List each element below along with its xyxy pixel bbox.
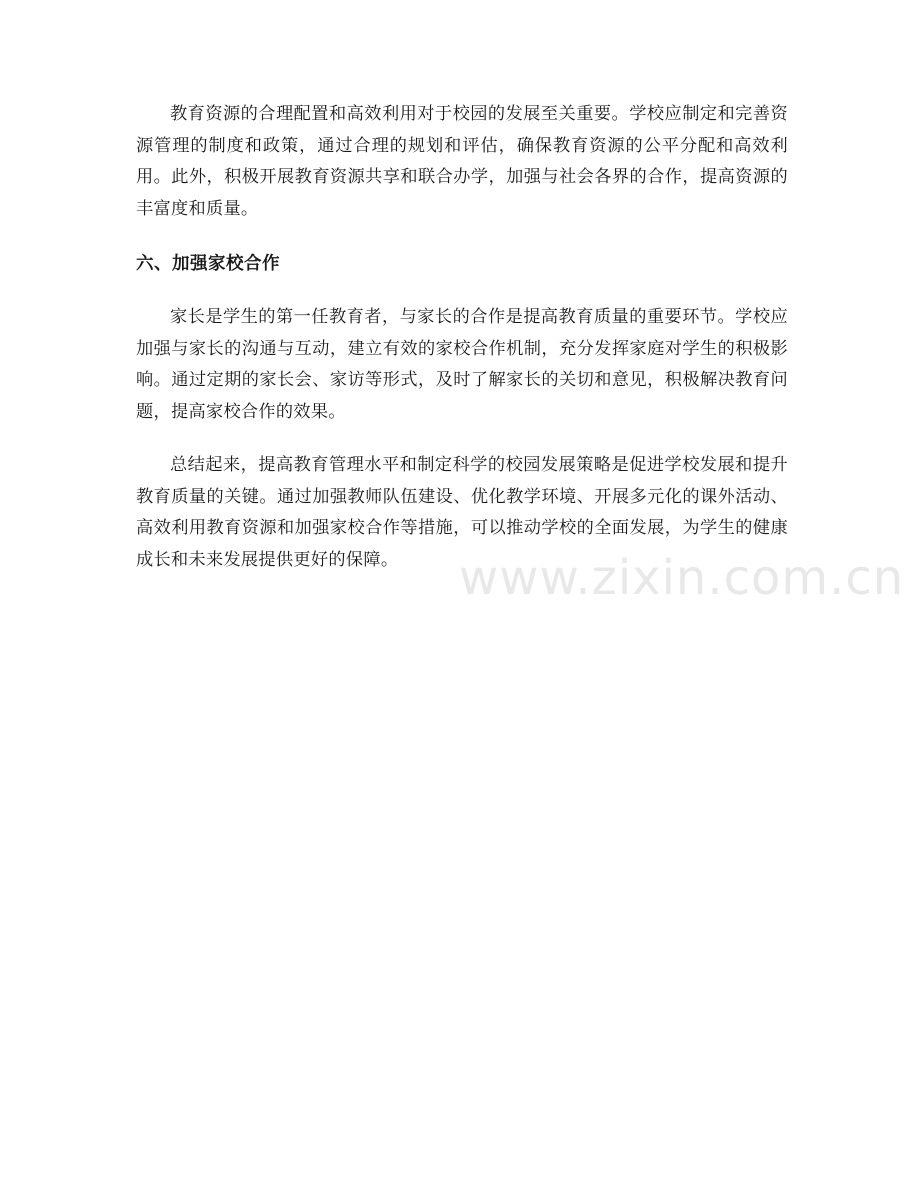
section-heading: 六、加强家校合作	[136, 254, 280, 274]
paragraph-summary: 总结起来，提高教育管理水平和制定科学的校园发展策略是促进学校发展和提升教育质量的关键。通过加强教师队伍建设、优化教学环境、开展多元化的课外活动、高效利用教育资源和加强家校合作等措施，可以推动学校的全面发展，为学生的健康成长和未来发展提供更好的保障。	[136, 455, 788, 570]
paragraph-resources: 教育资源的合理配置和高效利用对于校园的发展至关重要。学校应制定和完善资源管理的制度和政策，通过合理的规划和评估，确保教育资源的公平分配和高效利用。此外，积极开展教育资源共享和联合办学，加强与社会各界的合作，提高资源的丰富度和质量。	[136, 104, 788, 219]
paragraph-home-school: 家长是学生的第一任教育者，与家长的合作是提高教育质量的重要环节。学校应加强与家长的沟通与互动，建立有效的家校合作机制，充分发挥家庭对学生的积极影响。通过定期的家长会、家访等形式，及时了解家长的关切和意见，积极解决教育问题，提高家校合作的效果。	[136, 307, 788, 422]
watermark-text: www.zixin.com.cn	[459, 550, 905, 606]
document-body	[136, 99, 788, 576]
